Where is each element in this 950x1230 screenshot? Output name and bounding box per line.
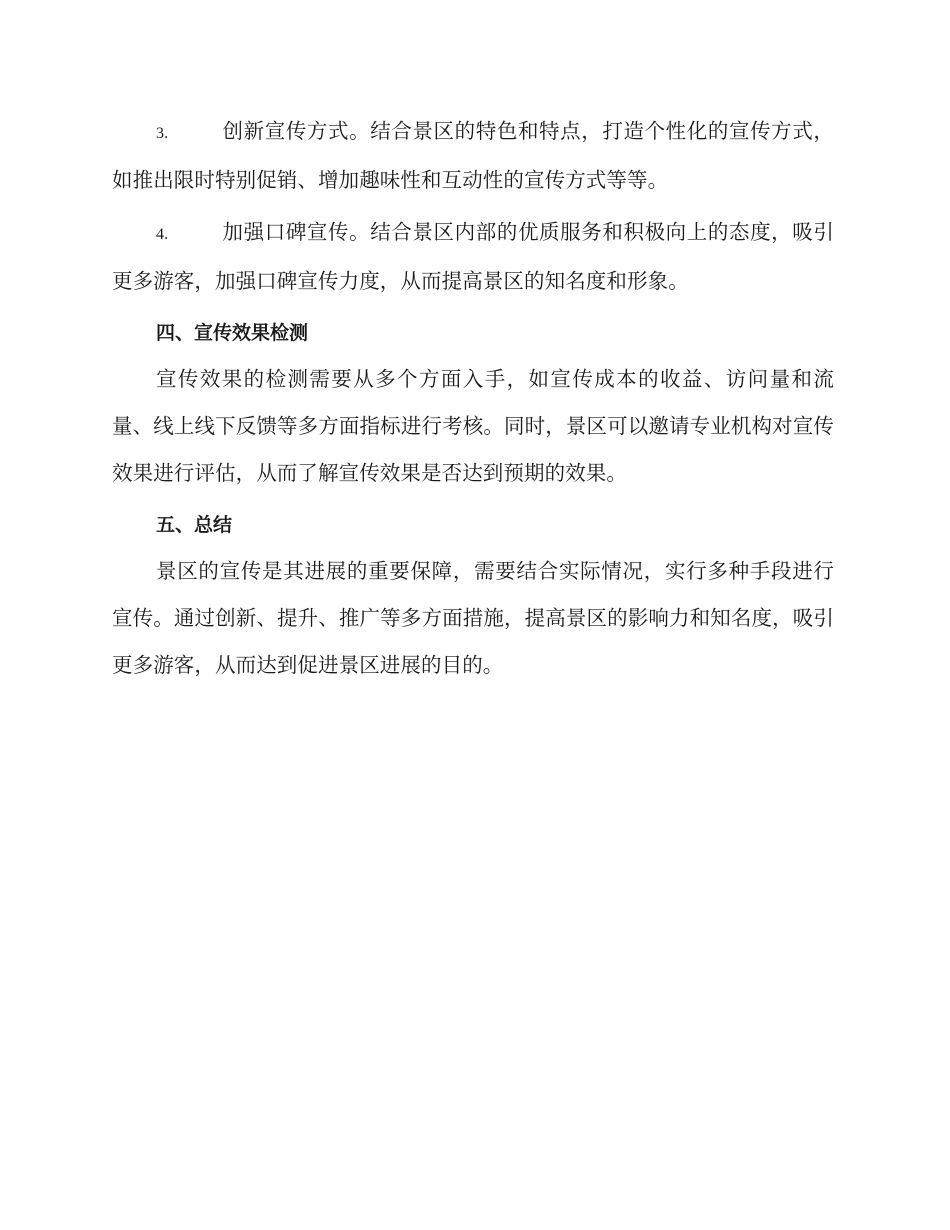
section-heading-effect-detection: 四、宣传效果检测: [156, 322, 309, 344]
list-item-4: [112, 209, 834, 305]
section-body-summary: 景区的宣传是其进展的重要保障，需要结合实际情况，实行多种手段进行宣传。通过创新、提升、推广等多方面措施，提高景区的影响力和知名度，吸引更多游客，从而达到促进景区进展的目的。: [112, 559, 834, 677]
section-body-effect-detection: 宣传效果的检测需要从多个方面入手，如宣传成本的收益、访问量和流量、线上线下反馈等多方面指标进行考核。同时，景区可以邀请专业机构对宣传效果进行评估，从而了解宣传效果是否达到预期的效果。: [112, 367, 834, 485]
list-item-number: 3.: [156, 125, 169, 142]
document-content: [112, 108, 834, 689]
list-item-text: 创新宣传方式。结合景区的特色和特点，打造个性化的宣传方式，如推出限时特别促销、增加趣味性和互动性的宣传方式等等。: [112, 119, 834, 192]
list-item-number: 4.: [156, 226, 169, 243]
section-heading-summary: 五、总结: [156, 514, 233, 536]
list-item-3: [112, 108, 834, 204]
list-item-text: 加强口碑宣传。结合景区内部的优质服务和积极向上的态度，吸引更多游客，加强口碑宣传力度，从而提高景区的知名度和形象。: [112, 220, 834, 293]
